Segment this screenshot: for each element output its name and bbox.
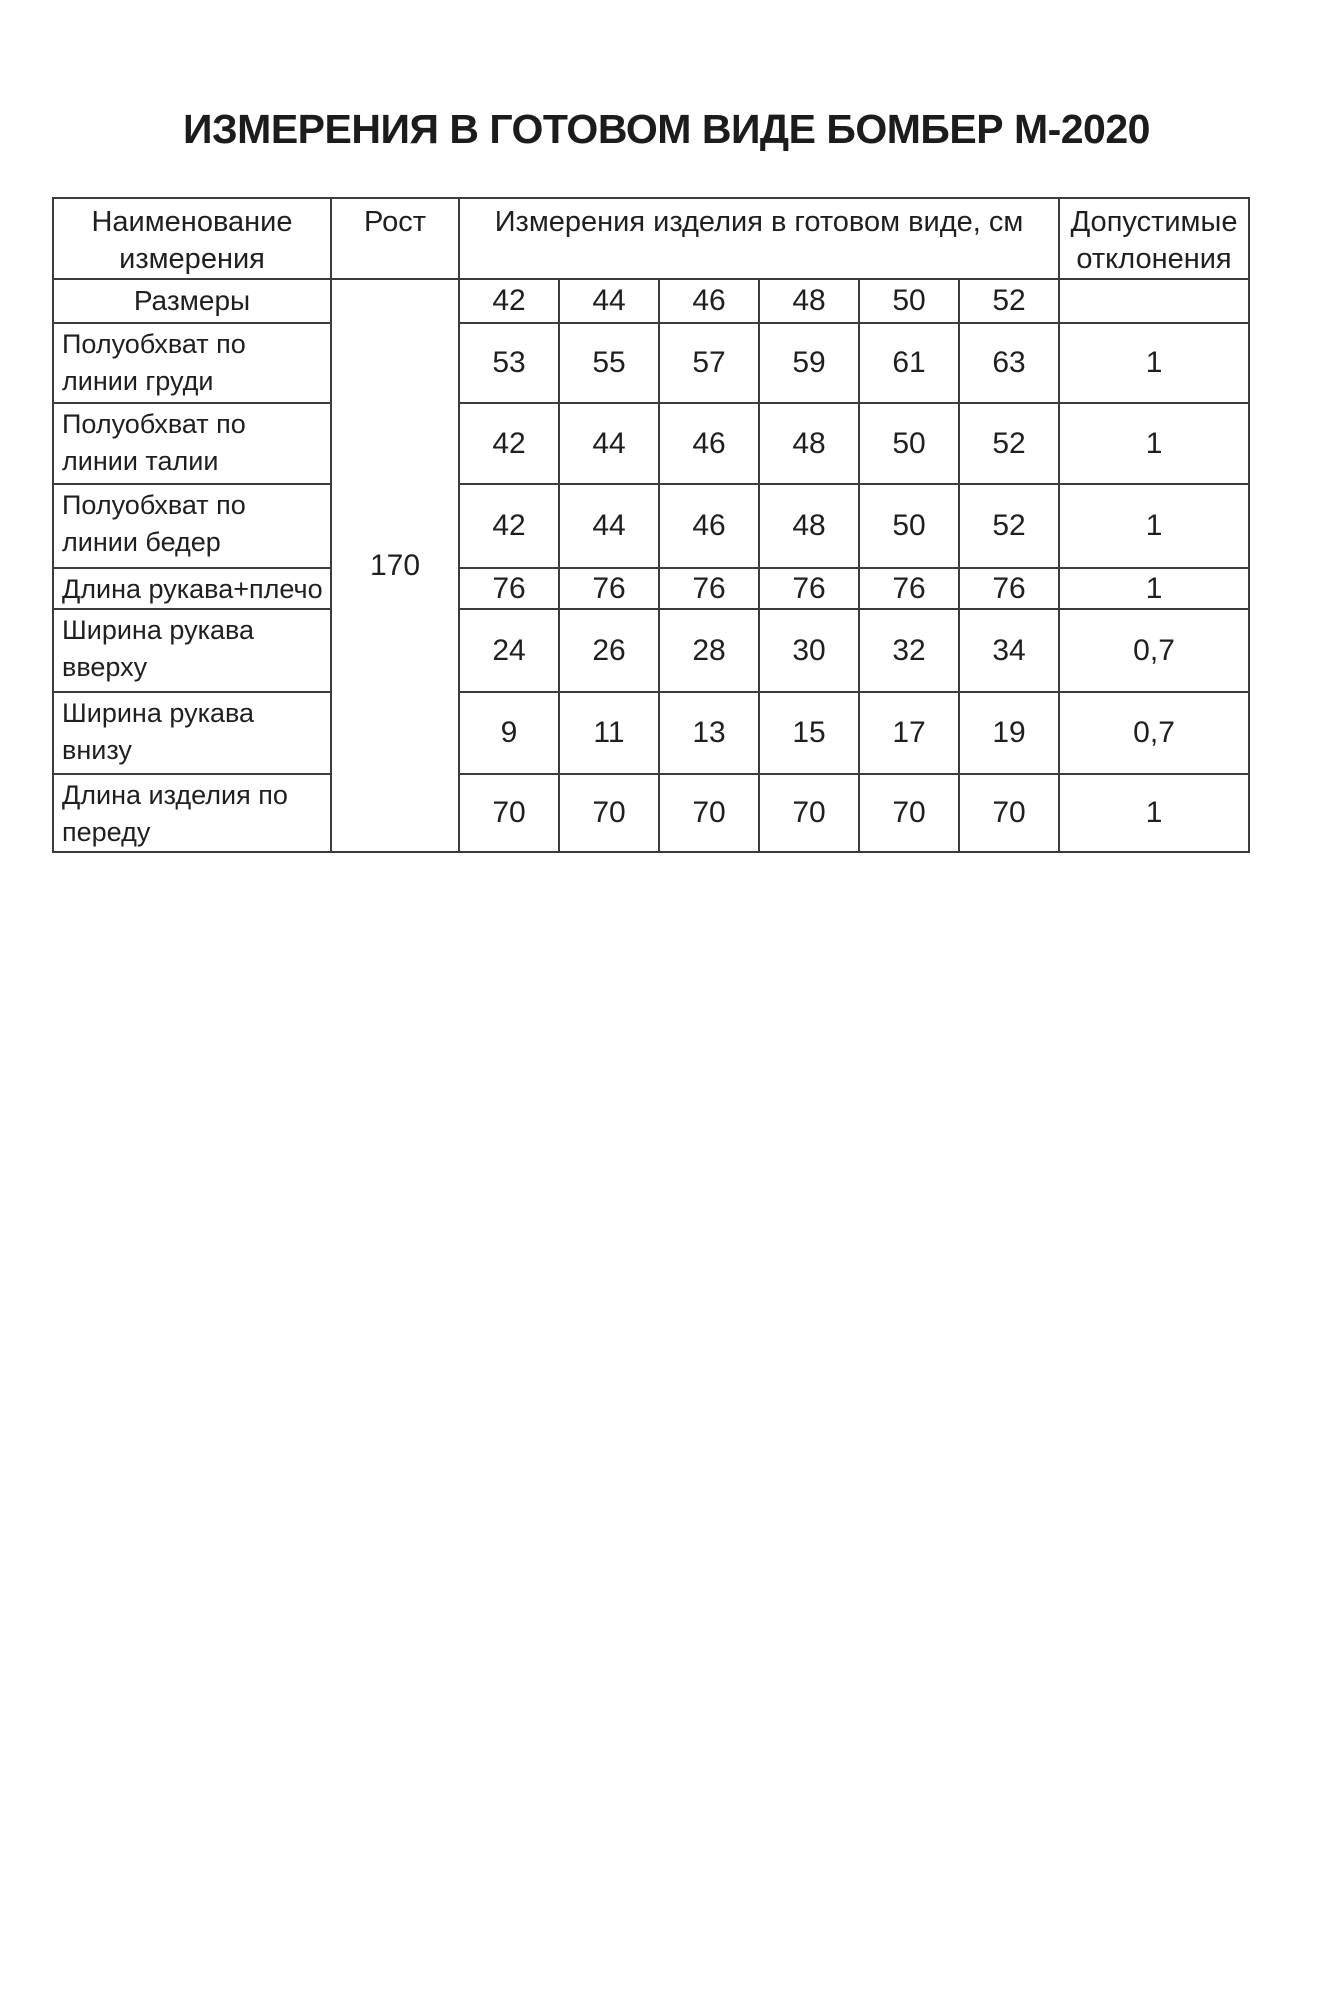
header-height: Рост: [331, 198, 459, 279]
height-value: 170: [331, 279, 459, 852]
size-cell: 46: [659, 279, 759, 323]
value-cell: 63: [959, 323, 1059, 403]
size-chart-table: [52, 197, 1250, 853]
deviation-cell: 0,7: [1059, 692, 1249, 774]
value-cell: 44: [559, 403, 659, 484]
size-cell: 48: [759, 279, 859, 323]
value-cell: 70: [659, 774, 759, 852]
value-cell: 42: [459, 403, 559, 484]
value-cell: 76: [959, 568, 1059, 609]
value-cell: 48: [759, 403, 859, 484]
value-cell: 11: [559, 692, 659, 774]
value-cell: 9: [459, 692, 559, 774]
value-cell: 76: [759, 568, 859, 609]
value-cell: 59: [759, 323, 859, 403]
deviation-cell: 1: [1059, 323, 1249, 403]
measurement-label: Ширина рукава вверху: [53, 609, 331, 692]
measurement-label: Полуобхват по линии груди: [53, 323, 331, 403]
value-cell: 24: [459, 609, 559, 692]
measurement-label: Полуобхват по линии талии: [53, 403, 331, 484]
value-cell: 76: [459, 568, 559, 609]
value-cell: 70: [559, 774, 659, 852]
hips-row: [53, 484, 1249, 568]
value-cell: 13: [659, 692, 759, 774]
chest-row: [53, 323, 1249, 403]
waist-row: [53, 403, 1249, 484]
size-cell: 42: [459, 279, 559, 323]
page-title: ИЗМЕРЕНИЯ В ГОТОВОМ ВИДЕ БОМБЕР М-2020: [183, 106, 1150, 152]
size-cell: 44: [559, 279, 659, 323]
value-cell: 70: [959, 774, 1059, 852]
sleeve-shoulder-row: [53, 568, 1249, 609]
value-cell: 19: [959, 692, 1059, 774]
value-cell: 70: [459, 774, 559, 852]
measurement-label: Полуобхват по линии бедер: [53, 484, 331, 568]
value-cell: 61: [859, 323, 959, 403]
value-cell: 70: [859, 774, 959, 852]
header-measurement-name: Наименование измерения: [53, 198, 331, 279]
value-cell: 15: [759, 692, 859, 774]
value-cell: 52: [959, 484, 1059, 568]
value-cell: 76: [559, 568, 659, 609]
sleeve-width-bottom-row: [53, 692, 1249, 774]
value-cell: 55: [559, 323, 659, 403]
measurement-label: Длина рукава+плечо: [53, 568, 331, 609]
value-cell: 46: [659, 484, 759, 568]
size-cell: 52: [959, 279, 1059, 323]
size-cell: 50: [859, 279, 959, 323]
header-finished-measurements: Измерения изделия в готовом виде, см: [459, 198, 1059, 279]
value-cell: 52: [959, 403, 1059, 484]
value-cell: 50: [859, 403, 959, 484]
value-cell: 53: [459, 323, 559, 403]
value-cell: 26: [559, 609, 659, 692]
value-cell: 28: [659, 609, 759, 692]
measurement-label: Длина изделия по переду: [53, 774, 331, 852]
deviation-cell: 1: [1059, 484, 1249, 568]
value-cell: 44: [559, 484, 659, 568]
value-cell: 70: [759, 774, 859, 852]
value-cell: 76: [659, 568, 759, 609]
sizes-row-label: Размеры: [53, 279, 331, 323]
front-length-row: [53, 774, 1249, 852]
sizes-row: [53, 279, 1249, 323]
sleeve-width-top-row: [53, 609, 1249, 692]
table-header-row: [53, 198, 1249, 279]
deviation-cell: [1059, 279, 1249, 323]
value-cell: 50: [859, 484, 959, 568]
deviation-cell: 0,7: [1059, 609, 1249, 692]
value-cell: 34: [959, 609, 1059, 692]
deviation-cell: 1: [1059, 568, 1249, 609]
value-cell: 46: [659, 403, 759, 484]
value-cell: 57: [659, 323, 759, 403]
header-allowed-deviation: Допустимые отклонения: [1059, 198, 1249, 279]
value-cell: 17: [859, 692, 959, 774]
value-cell: 76: [859, 568, 959, 609]
value-cell: 30: [759, 609, 859, 692]
value-cell: 42: [459, 484, 559, 568]
deviation-cell: 1: [1059, 403, 1249, 484]
value-cell: 32: [859, 609, 959, 692]
value-cell: 48: [759, 484, 859, 568]
deviation-cell: 1: [1059, 774, 1249, 852]
measurement-label: Ширина рукава внизу: [53, 692, 331, 774]
